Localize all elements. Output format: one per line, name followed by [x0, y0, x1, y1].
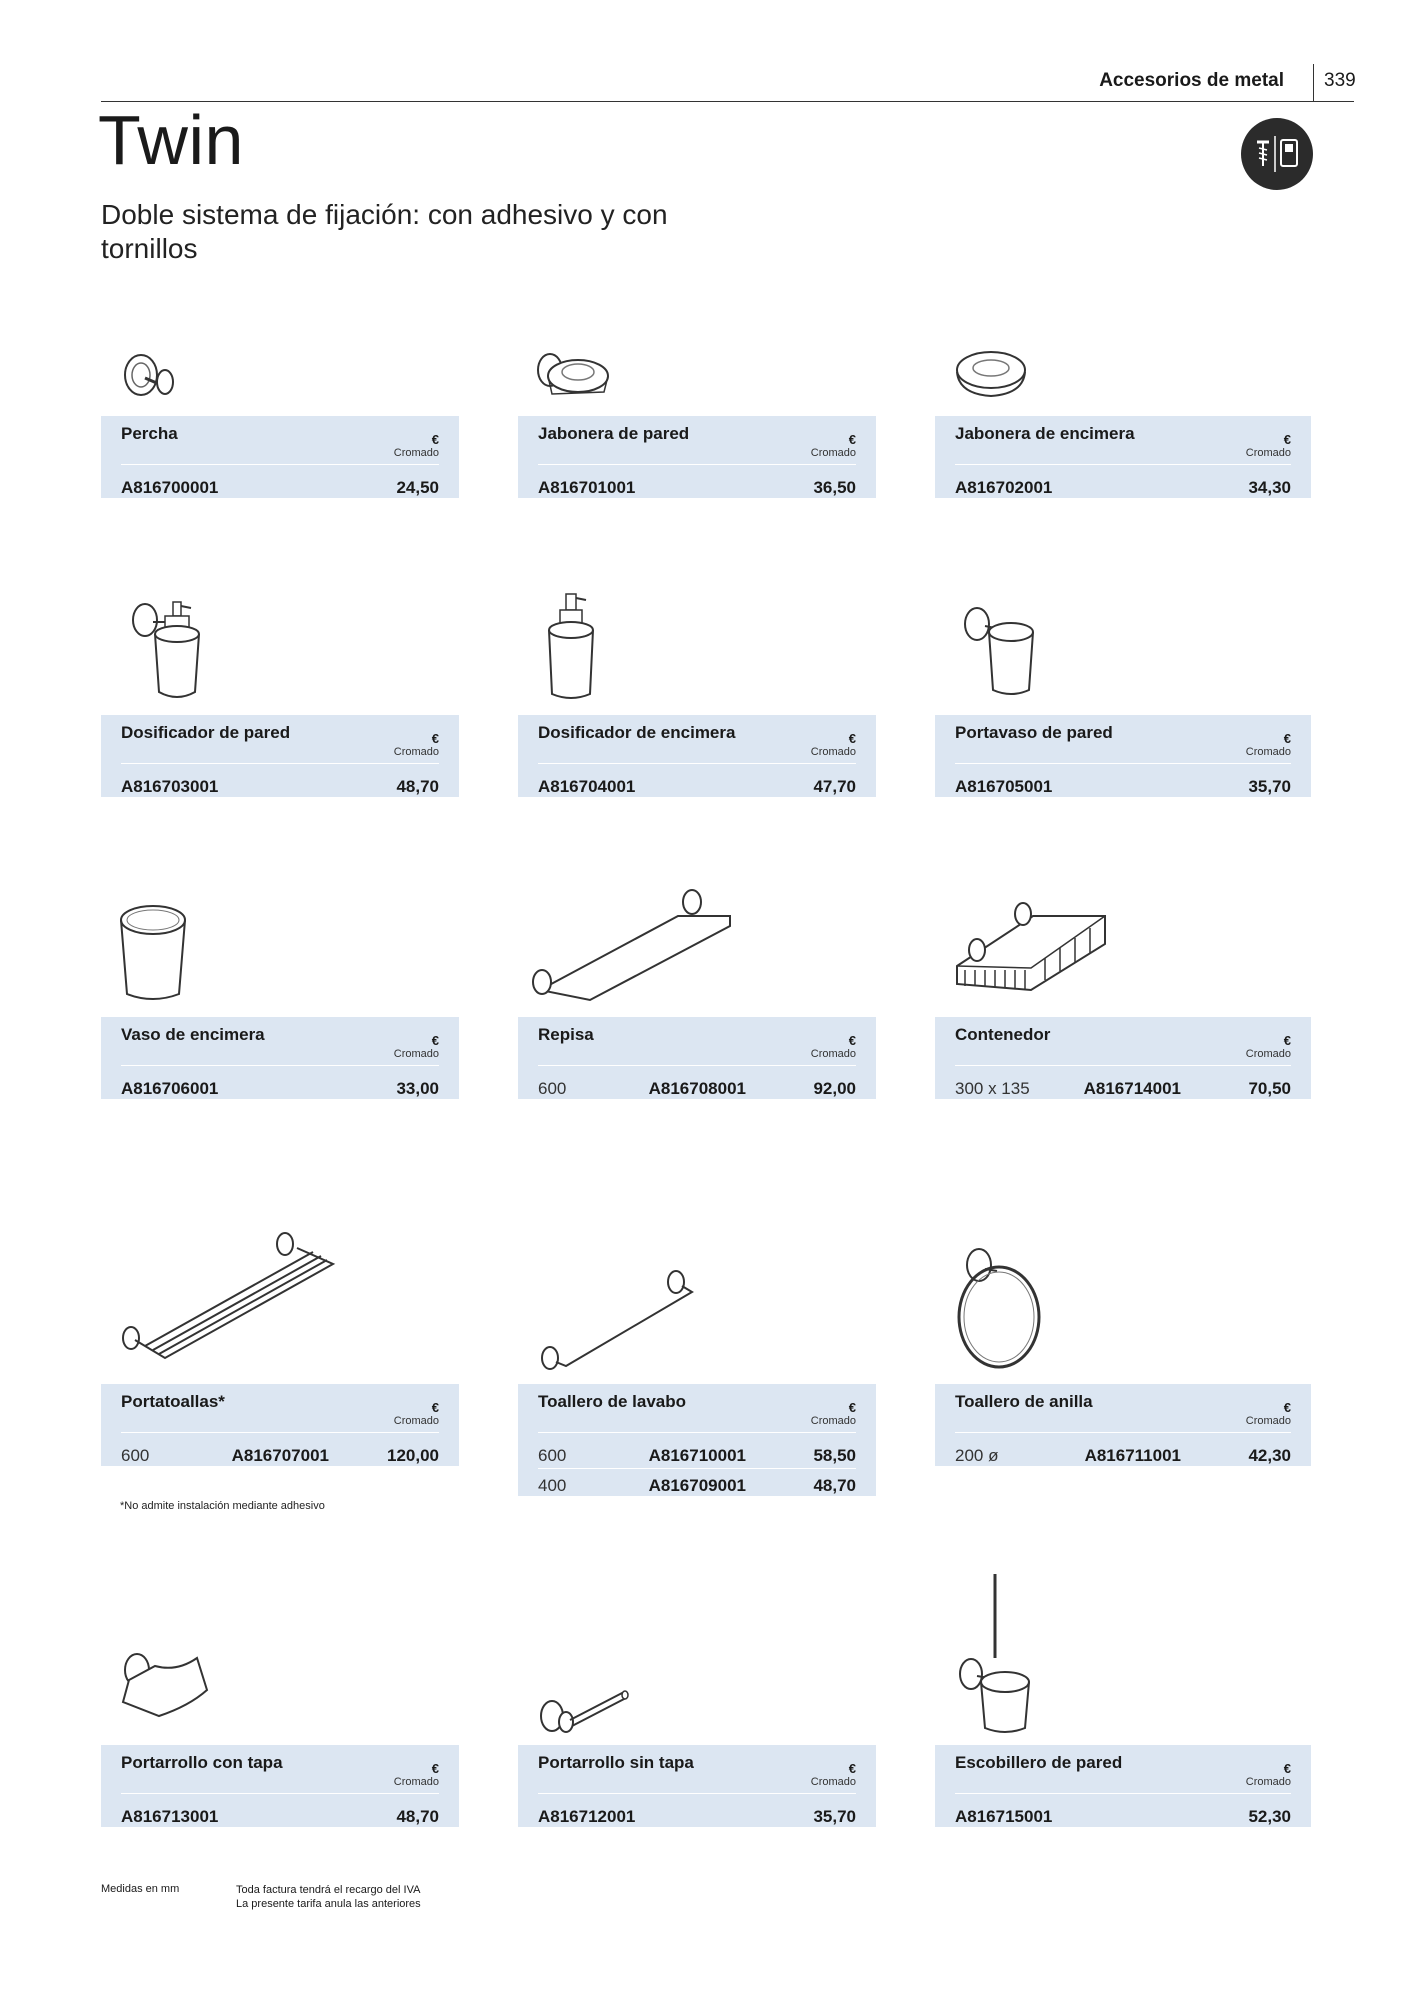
price-row [538, 1446, 856, 1468]
reference-code: A816702001 [955, 478, 1053, 497]
card-divider [121, 1065, 439, 1066]
currency-label: € [1283, 1033, 1291, 1048]
product-name: Portatoallas* [121, 1392, 225, 1411]
finish-label: Cromado [393, 1415, 439, 1427]
dimension: 300 x 135 [955, 1079, 1030, 1098]
product-name: Vaso de encimera [121, 1025, 265, 1044]
currency-label: € [431, 1400, 439, 1415]
card-divider [121, 464, 439, 465]
page-subtitle: Doble sistema de fijación: con adhesivo y con tornillos [101, 199, 668, 264]
header-rule [101, 101, 1354, 102]
dimension: 400 [538, 1476, 567, 1495]
product-card [518, 416, 876, 498]
page-title: Twin [98, 101, 244, 179]
finish-label: Cromado [810, 1415, 856, 1427]
countertop-soap-dispenser-icon [518, 590, 758, 730]
finish-label: Cromado [393, 447, 439, 459]
product-card [935, 416, 1311, 498]
card-divider [955, 1065, 1291, 1066]
reference-code: A816715001 [955, 1807, 1053, 1826]
price-row [121, 1446, 439, 1468]
currency-label: € [431, 432, 439, 447]
price: 48,70 [813, 1476, 856, 1495]
validity-note: La presente tarifa anula las anteriores [236, 1898, 421, 1910]
price: 58,50 [813, 1446, 856, 1465]
card-divider [538, 1793, 856, 1794]
product-name: Portarrollo sin tapa [538, 1753, 694, 1772]
towel-rack-icon [101, 1230, 341, 1370]
price-row [121, 1079, 439, 1101]
price-row [121, 1807, 439, 1829]
product-card [935, 1384, 1311, 1466]
currency-label: € [431, 1033, 439, 1048]
price-row [955, 1079, 1291, 1101]
currency-label: € [848, 432, 856, 447]
price: 47,70 [813, 777, 856, 796]
product-name: Dosificador de encimera [538, 723, 736, 742]
reference-code: A816707001 [231, 1446, 329, 1465]
reference-code: A816701001 [538, 478, 636, 497]
price: 33,00 [396, 1079, 439, 1098]
currency-label: € [848, 1761, 856, 1776]
currency-label: € [1283, 432, 1291, 447]
price: 34,30 [1248, 478, 1291, 497]
product-name: Percha [121, 424, 178, 443]
product-card [101, 1745, 459, 1827]
reference-code: A816706001 [121, 1079, 219, 1098]
header-separator [1313, 64, 1314, 102]
section-title: Accesorios de metal [1099, 70, 1284, 91]
price-row [955, 1446, 1291, 1468]
product-name: Jabonera de encimera [955, 424, 1135, 443]
price: 120,00 [387, 1446, 439, 1465]
row-divider [538, 1468, 856, 1469]
reference-code: A816708001 [648, 1079, 746, 1098]
price-row [538, 478, 856, 500]
card-divider [538, 464, 856, 465]
price-row [538, 1807, 856, 1829]
price: 70,50 [1248, 1079, 1291, 1098]
finish-label: Cromado [810, 1048, 856, 1060]
card-divider [955, 464, 1291, 465]
wall-tumbler-holder-icon [935, 590, 1175, 730]
price-row [538, 1079, 856, 1101]
finish-label: Cromado [1245, 1048, 1291, 1060]
reference-code: A816712001 [538, 1807, 636, 1826]
reference-code: A816705001 [955, 777, 1053, 796]
finish-label: Cromado [810, 746, 856, 758]
finish-label: Cromado [1245, 1415, 1291, 1427]
dimension: 600 [121, 1446, 150, 1465]
product-card [101, 1017, 459, 1099]
card-divider [538, 763, 856, 764]
price-row [538, 1476, 856, 1498]
product-card [518, 1745, 876, 1827]
product-card [101, 715, 459, 797]
product-name: Contenedor [955, 1025, 1051, 1044]
towel-bar-icon [518, 1260, 758, 1400]
toilet-roll-holder-with-cover-icon [101, 1620, 341, 1760]
finish-label: Cromado [810, 447, 856, 459]
screw-and-adhesive-icon [1241, 118, 1313, 190]
currency-label: € [848, 731, 856, 746]
dimension: 200 ø [955, 1446, 999, 1465]
card-divider [538, 1432, 856, 1433]
legal-note [236, 1883, 536, 1911]
price-row [955, 1807, 1291, 1829]
price-row [121, 478, 439, 500]
footnote: *No admite instalación mediante adhesivo [120, 1500, 325, 1512]
finish-label: Cromado [1245, 1776, 1291, 1788]
page-number: 339 [1324, 70, 1356, 91]
card-divider [955, 1432, 1291, 1433]
price-row [955, 777, 1291, 799]
product-card [935, 715, 1311, 797]
card-divider [955, 1793, 1291, 1794]
reference-code: A816710001 [648, 1446, 746, 1465]
card-divider [121, 1793, 439, 1794]
price: 35,70 [1248, 777, 1291, 796]
reference-code: A816700001 [121, 478, 219, 497]
currency-label: € [431, 731, 439, 746]
reference-code: A816704001 [538, 777, 636, 796]
dimension: 600 [538, 1079, 567, 1098]
product-name: Portarrollo con tapa [121, 1753, 283, 1772]
price: 52,30 [1248, 1807, 1291, 1826]
reference-code: A816713001 [121, 1807, 219, 1826]
product-card [935, 1017, 1311, 1099]
card-divider [121, 1432, 439, 1433]
dimension: 600 [538, 1446, 567, 1465]
price-row [538, 777, 856, 799]
product-card [518, 1017, 876, 1099]
card-divider [955, 763, 1291, 764]
price: 24,50 [396, 478, 439, 497]
card-divider [538, 1065, 856, 1066]
finish-label: Cromado [393, 1048, 439, 1060]
product-name: Escobillero de pared [955, 1753, 1123, 1772]
reference-code: A816703001 [121, 777, 219, 796]
countertop-tumbler-icon [101, 890, 341, 1030]
reference-code: A816711001 [1084, 1446, 1181, 1465]
price: 35,70 [813, 1807, 856, 1826]
price: 48,70 [396, 777, 439, 796]
wall-soap-dispenser-icon [101, 590, 341, 730]
currency-label: € [1283, 1761, 1291, 1776]
reference-code: A816709001 [648, 1476, 746, 1495]
product-name: Toallero de anilla [955, 1392, 1093, 1411]
currency-label: € [848, 1400, 856, 1415]
finish-label: Cromado [1245, 746, 1291, 758]
reference-code: A816714001 [1083, 1079, 1181, 1098]
product-card [518, 715, 876, 797]
product-card [101, 1384, 459, 1466]
price-row [121, 777, 439, 799]
price-row [955, 478, 1291, 500]
price: 36,50 [813, 478, 856, 497]
product-name: Dosificador de pared [121, 723, 291, 742]
product-name: Repisa [538, 1025, 594, 1044]
toilet-brush-holder-icon [935, 1570, 1175, 1710]
currency-label: € [1283, 1400, 1291, 1415]
currency-label: € [431, 1761, 439, 1776]
price: 92,00 [813, 1079, 856, 1098]
product-card [101, 416, 459, 498]
currency-label: € [1283, 731, 1291, 746]
towel-ring-icon [935, 1235, 1175, 1375]
product-name: Toallero de lavabo [538, 1392, 687, 1411]
finish-label: Cromado [1245, 447, 1291, 459]
product-name: Jabonera de pared [538, 424, 690, 443]
product-card [518, 1384, 876, 1496]
units-note: Medidas en mm [101, 1883, 180, 1895]
product-name: Portavaso de pared [955, 723, 1113, 742]
finish-label: Cromado [393, 746, 439, 758]
finish-label: Cromado [810, 1776, 856, 1788]
finish-label: Cromado [393, 1776, 439, 1788]
price: 42,30 [1248, 1446, 1291, 1465]
card-divider [121, 763, 439, 764]
shower-basket-icon [935, 880, 1175, 1020]
vat-note: Toda factura tendrá el recargo del IVA [236, 1884, 421, 1896]
glass-shelf-icon [518, 880, 758, 1020]
currency-label: € [848, 1033, 856, 1048]
product-card [935, 1745, 1311, 1827]
price: 48,70 [396, 1807, 439, 1826]
